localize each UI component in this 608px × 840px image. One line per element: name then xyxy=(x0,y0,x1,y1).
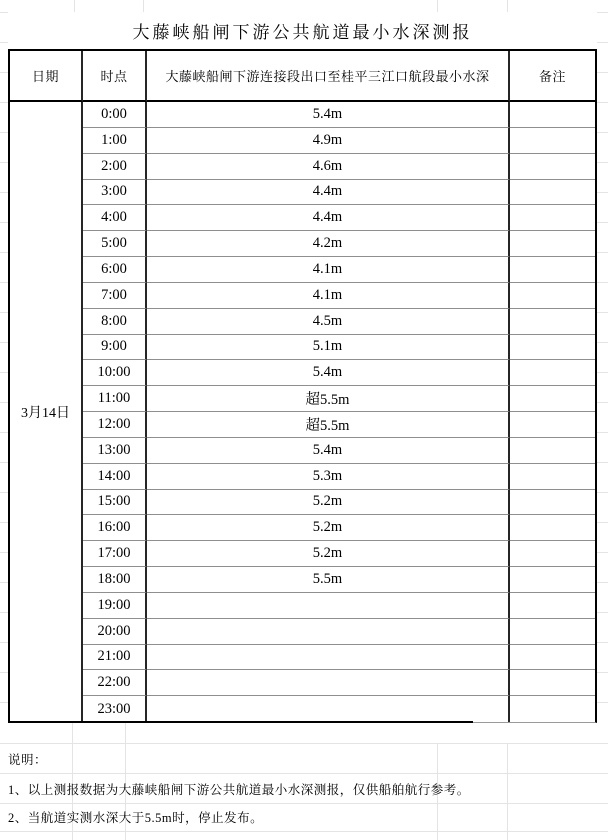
depth-cell: 5.2m xyxy=(147,515,510,541)
notes-heading: 说明： xyxy=(8,753,48,767)
time-cell: 11:00 xyxy=(83,386,147,412)
date-cell: 3月14日 xyxy=(10,102,83,722)
remark-cell xyxy=(510,335,595,361)
depth-cell: 4.4m xyxy=(147,205,510,231)
depth-cell: 5.2m xyxy=(147,490,510,516)
page-title: 大藤峡船闸下游公共航道最小水深测报 xyxy=(8,12,597,49)
header-time: 时点 xyxy=(83,51,147,102)
time-cell: 1:00 xyxy=(83,128,147,154)
time-cell: 8:00 xyxy=(83,309,147,335)
depth-cell xyxy=(147,619,510,645)
gridline xyxy=(437,0,438,12)
time-cell: 18:00 xyxy=(83,567,147,593)
header-remark: 备注 xyxy=(510,51,595,102)
remark-cell xyxy=(510,257,595,283)
time-cell: 2:00 xyxy=(83,154,147,180)
time-cell: 12:00 xyxy=(83,412,147,438)
remark-cell xyxy=(510,412,595,438)
remark-cell xyxy=(510,205,595,231)
time-cell: 13:00 xyxy=(83,438,147,464)
gridline xyxy=(507,0,508,12)
gridline xyxy=(0,831,608,832)
depth-cell: 5.5m xyxy=(147,567,510,593)
time-cell: 6:00 xyxy=(83,257,147,283)
depth-cell: 4.5m xyxy=(147,309,510,335)
remark-cell xyxy=(510,386,595,412)
remark-cell xyxy=(510,438,595,464)
depth-cell: 5.2m xyxy=(147,541,510,567)
note-item-1: 1、以上测报数据为大藤峡船闸下游公共航道最小水深测报，仅供船舶航行参考。 xyxy=(8,782,470,797)
remark-cell xyxy=(510,541,595,567)
time-cell: 0:00 xyxy=(83,102,147,128)
depth-cell: 4.9m xyxy=(147,128,510,154)
depth-cell: 4.2m xyxy=(147,231,510,257)
remark-cell xyxy=(510,464,595,490)
remark-cell xyxy=(510,283,595,309)
depth-cell: 5.1m xyxy=(147,335,510,361)
remark-cell xyxy=(510,102,595,128)
time-cell: 7:00 xyxy=(83,283,147,309)
remark-cell xyxy=(510,154,595,180)
remark-cell xyxy=(510,619,595,645)
depth-cell xyxy=(147,696,510,722)
depth-cell: 5.4m xyxy=(147,360,510,386)
depth-cell: 4.6m xyxy=(147,154,510,180)
time-cell: 22:00 xyxy=(83,670,147,696)
report-table xyxy=(8,49,597,723)
remark-cell xyxy=(510,128,595,154)
depth-cell: 5.4m xyxy=(147,102,510,128)
note-item-2: 2、当航道实测水深大于5.5m时，停止发布。 xyxy=(8,811,264,825)
depth-cell: 超5.5m xyxy=(147,386,510,412)
depth-cell: 5.3m xyxy=(147,464,510,490)
gridline xyxy=(143,0,144,12)
time-cell: 15:00 xyxy=(83,490,147,516)
gridline xyxy=(74,0,75,12)
depth-cell xyxy=(147,670,510,696)
header-date: 日期 xyxy=(10,51,83,102)
time-cell: 21:00 xyxy=(83,645,147,671)
time-cell: 9:00 xyxy=(83,335,147,361)
gridline xyxy=(0,743,608,744)
time-cell: 5:00 xyxy=(83,231,147,257)
time-cell: 23:00 xyxy=(83,696,147,722)
remark-cell xyxy=(510,670,595,696)
gridline xyxy=(507,743,508,840)
remark-cell xyxy=(510,515,595,541)
remark-cell xyxy=(510,696,595,722)
remark-cell xyxy=(510,309,595,335)
remark-cell xyxy=(510,490,595,516)
header-depth: 大藤峡船闸下游连接段出口至桂平三江口航段最小水深 xyxy=(147,51,510,102)
time-cell: 17:00 xyxy=(83,541,147,567)
remark-cell xyxy=(510,360,595,386)
depth-cell: 4.4m xyxy=(147,180,510,206)
time-cell: 14:00 xyxy=(83,464,147,490)
remark-cell xyxy=(510,645,595,671)
time-cell: 19:00 xyxy=(83,593,147,619)
table-bottom-border xyxy=(8,721,473,723)
remark-cell xyxy=(510,567,595,593)
depth-cell: 4.1m xyxy=(147,257,510,283)
remark-cell xyxy=(510,180,595,206)
depth-cell: 4.1m xyxy=(147,283,510,309)
remark-cell xyxy=(510,593,595,619)
time-cell: 4:00 xyxy=(83,205,147,231)
time-cell: 10:00 xyxy=(83,360,147,386)
remark-cell xyxy=(510,231,595,257)
depth-cell: 超5.5m xyxy=(147,412,510,438)
time-cell: 3:00 xyxy=(83,180,147,206)
time-cell: 16:00 xyxy=(83,515,147,541)
time-cell: 20:00 xyxy=(83,619,147,645)
depth-cell xyxy=(147,593,510,619)
depth-cell: 5.4m xyxy=(147,438,510,464)
depth-cell xyxy=(147,645,510,671)
